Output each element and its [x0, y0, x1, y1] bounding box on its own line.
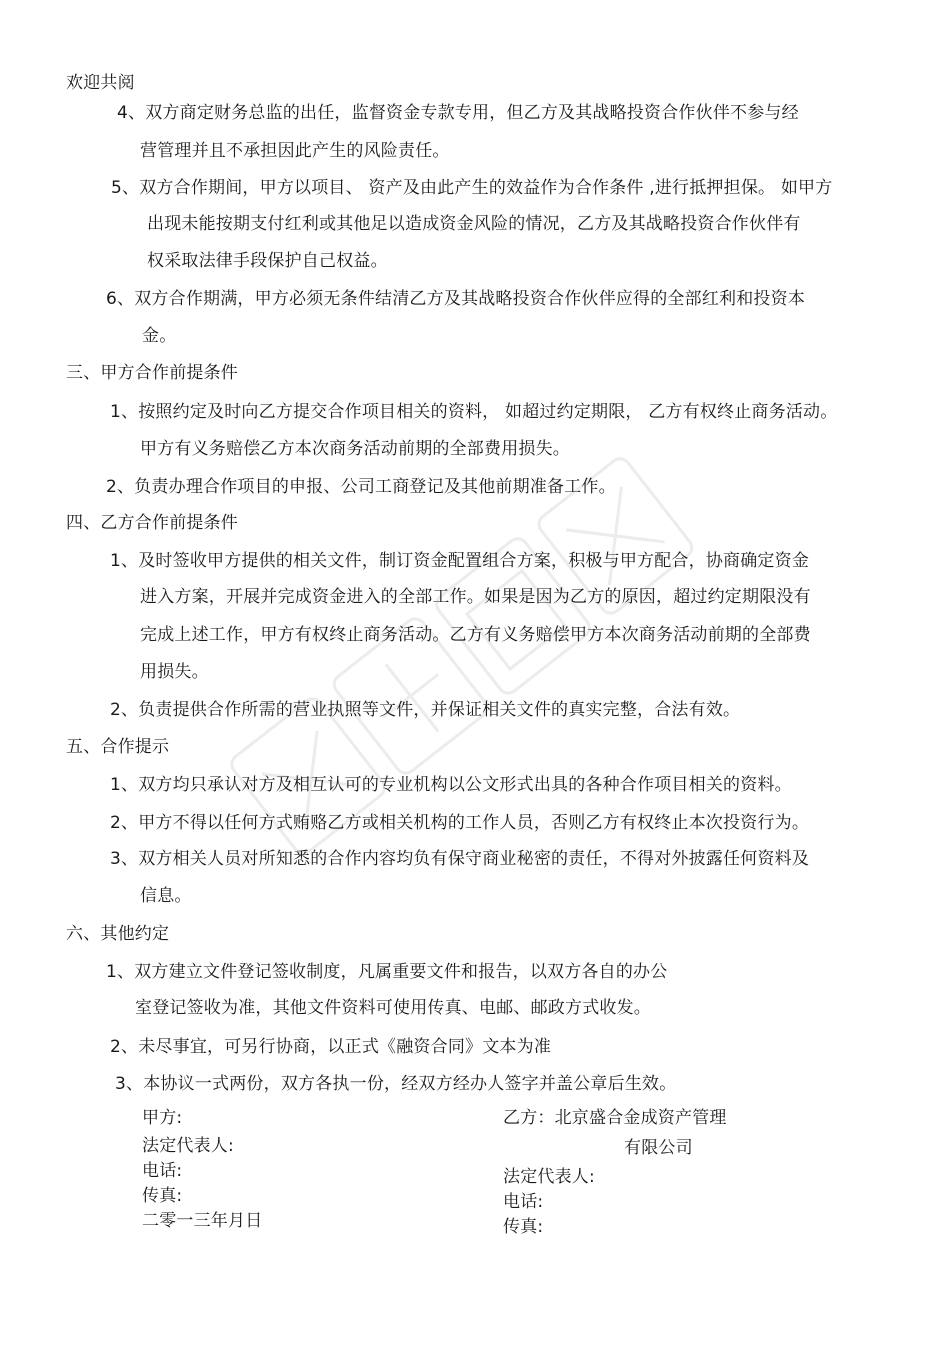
- party-a-date: 二零一三年月日: [142, 1211, 263, 1231]
- party-b-phone: 电话:: [503, 1192, 544, 1212]
- section-6-line-2: 室登记签收为准，其他文件资料可使用传真、电邮、邮政方式收发。: [135, 998, 651, 1018]
- section-4-line-4: 用损失。: [140, 662, 209, 682]
- section-3-line-1: 1、按照约定及时向乙方提交合作项目相关的资料， 如超过约定期限， 乙方有权终止商务活动。: [110, 402, 838, 422]
- section-5-heading: 五、合作提示: [66, 737, 170, 757]
- clause-5-line-1: 5、双方合作期间，甲方以项目、 资产及由此产生的效益作为合作条件 ,进行抵押担保。 如甲方: [111, 178, 833, 198]
- section-5-line-3: 3、双方相关人员对所知悉的合作内容均负有保守商业秘密的责任，不得对外披露任何资料及: [110, 849, 810, 869]
- section-3-heading: 三、甲方合作前提条件: [66, 363, 238, 383]
- section-6-line-3: 2、未尽事宜，可另行协商，以正式《融资合同》文本为准: [110, 1037, 552, 1057]
- section-4-line-3: 完成上述工作，甲方有权终止商务活动。乙方有义务赔偿甲方本次商务活动前期的全部费: [140, 625, 811, 645]
- party-a-label: 甲方:: [142, 1108, 183, 1128]
- section-4-line-1: 1、及时签收甲方提供的相关文件，制订资金配置组合方案，积极与甲方配合，协商确定资金: [110, 551, 810, 571]
- clause-6-line-1: 6、双方合作期满，甲方必须无条件结清乙方及其战略投资合作伙伴应得的全部红利和投资本: [106, 289, 806, 309]
- section-5-line-1: 1、双方均只承认对方及相互认可的专业机构以公文形式出具的各种合作项目相关的资料。: [110, 775, 792, 795]
- clause-4-line-1: 4、双方商定财务总监的出任，监督资金专款专用，但乙方及其战略投资合作伙伴不参与经: [117, 103, 799, 123]
- section-4-heading: 四、乙方合作前提条件: [66, 513, 238, 533]
- section-6-line-4: 3、本协议一式两份，双方各执一份，经双方经办人签字并盖公章后生效。: [115, 1074, 677, 1094]
- party-a-rep: 法定代表人:: [142, 1136, 234, 1156]
- section-3-line-2: 甲方有义务赔偿乙方本次商务活动前期的全部费用损失。: [140, 439, 570, 459]
- section-4-line-2: 进入方案，开展并完成资金进入的全部工作。如果是因为乙方的原因，超过约定期限没有: [140, 587, 811, 607]
- section-4-line-5: 2、负责提供合作所需的营业执照等文件，并保证相关文件的真实完整，合法有效。: [110, 700, 741, 720]
- party-a-phone: 电话:: [142, 1161, 183, 1181]
- section-5-line-2: 2、甲方不得以任何方式贿赂乙方或相关机构的工作人员，否则乙方有权终止本次投资行为。: [110, 813, 810, 833]
- clause-6-line-2: 金。: [142, 326, 177, 346]
- clause-5-line-3: 权采取法律手段保护自己权益。: [147, 251, 388, 271]
- section-3-line-3: 2、负责办理合作项目的申报、公司工商登记及其他前期准备工作。: [106, 477, 616, 497]
- section-6-heading: 六、其他约定: [66, 924, 170, 944]
- clause-5-line-2: 出现未能按期支付红利或其他足以造成资金风险的情况，乙方及其战略投资合作伙伴有: [147, 214, 801, 234]
- page-header: 欢迎共阅: [66, 73, 135, 93]
- party-b-rep: 法定代表人:: [503, 1167, 595, 1187]
- section-5-line-4: 信息。: [140, 886, 192, 906]
- party-b-label: 乙方：北京盛合金成资产管理: [503, 1108, 727, 1128]
- party-a-fax: 传真:: [142, 1186, 183, 1206]
- party-b-label-cont: 有限公司: [624, 1138, 693, 1158]
- party-b-fax: 传真:: [503, 1217, 544, 1237]
- clause-4-line-2: 营管理并且不承担因此产生的风险责任。: [140, 141, 450, 161]
- section-6-line-1: 1、双方建立文件登记签收制度，凡属重要文件和报告，以双方各自的办公: [106, 962, 668, 982]
